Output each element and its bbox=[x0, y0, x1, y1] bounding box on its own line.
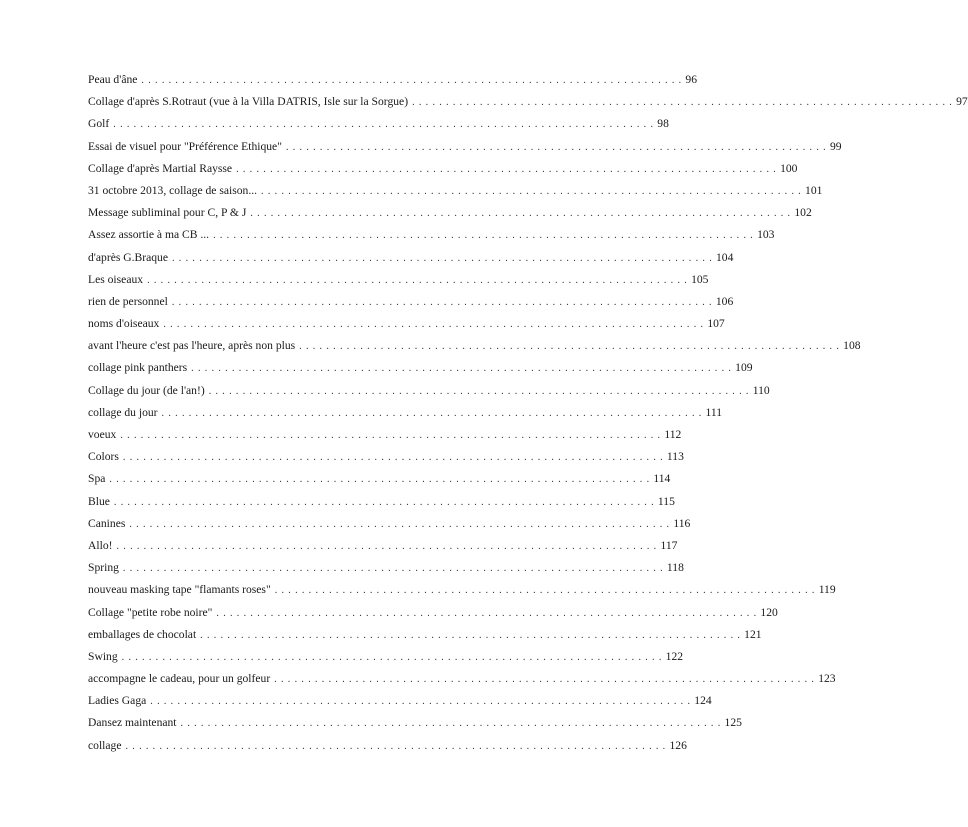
dot-leader: ................................................................................ bbox=[191, 363, 736, 375]
toc-entry-title: Dansez maintenant bbox=[88, 716, 177, 730]
dot-leader: ................................................................................ bbox=[172, 252, 716, 264]
toc-entry-title: Golf bbox=[88, 117, 110, 131]
toc-entry-page-number: 111 bbox=[705, 405, 723, 419]
toc-entry-title: Spring bbox=[88, 561, 119, 575]
toc-entry[interactable] bbox=[88, 291, 734, 313]
toc-entry-title: Collage "petite robe noire" bbox=[88, 605, 213, 619]
toc-entry[interactable] bbox=[88, 668, 836, 690]
dot-leader: ................................................................................ bbox=[213, 230, 758, 242]
toc-entry-title: Collage d'après Martial Raysse bbox=[88, 161, 233, 175]
toc-entry[interactable] bbox=[88, 579, 836, 601]
toc-entry[interactable] bbox=[88, 491, 675, 513]
toc-entry-page-number: 122 bbox=[665, 649, 684, 663]
dot-leader: ................................................................................ bbox=[116, 540, 661, 552]
table-of-contents bbox=[88, 69, 968, 757]
toc-entry[interactable] bbox=[88, 380, 770, 402]
toc-entry-page-number: 125 bbox=[724, 716, 742, 730]
toc-entry-title: Peau d'âne bbox=[88, 73, 138, 86]
dot-leader: ................................................................................ bbox=[216, 607, 761, 619]
toc-entry-page-number: 124 bbox=[694, 694, 712, 708]
dot-leader: ................................................................................ bbox=[122, 563, 667, 575]
toc-entry[interactable] bbox=[88, 624, 762, 646]
toc-entry-title: collage pink panthers bbox=[88, 361, 188, 375]
dot-leader: ................................................................................ bbox=[161, 407, 706, 419]
dot-leader: ................................................................................ bbox=[180, 718, 725, 730]
dot-leader: ................................................................................ bbox=[141, 75, 686, 86]
toc-entry-page-number: 97 bbox=[956, 95, 968, 109]
toc-entry[interactable] bbox=[88, 557, 684, 579]
toc-entry[interactable] bbox=[88, 712, 742, 734]
toc-entry-page-number: 105 bbox=[691, 272, 709, 286]
dot-leader: ................................................................................ bbox=[113, 496, 658, 508]
dot-leader: ................................................................................ bbox=[412, 97, 957, 109]
dot-leader: ................................................................................ bbox=[129, 518, 674, 530]
toc-entry[interactable] bbox=[88, 202, 812, 224]
toc-entry-title: avant l'heure c'est pas l'heure, après non plus bbox=[88, 339, 296, 353]
toc-entry[interactable] bbox=[88, 535, 678, 557]
dot-leader: ................................................................................ bbox=[261, 185, 806, 197]
toc-entry-page-number: 114 bbox=[653, 472, 671, 486]
toc-entry-page-number: 106 bbox=[715, 294, 734, 308]
toc-entry-title: Allo! bbox=[88, 538, 113, 552]
toc-entry-title: voeux bbox=[88, 428, 117, 441]
toc-entry-title: Message subliminal pour C, P & J bbox=[88, 206, 247, 220]
toc-entry-page-number: 109 bbox=[735, 361, 753, 375]
toc-entry-page-number: 100 bbox=[780, 161, 798, 175]
toc-entry-page-number: 123 bbox=[818, 672, 836, 686]
toc-entry-title: 31 octobre 2013, collage de saison... bbox=[88, 183, 258, 197]
toc-entry-title: Les oiseaux bbox=[88, 272, 144, 286]
toc-entry[interactable] bbox=[88, 646, 684, 668]
dot-leader: ................................................................................ bbox=[121, 651, 666, 663]
toc-entry[interactable] bbox=[88, 735, 687, 757]
toc-entry[interactable] bbox=[88, 180, 823, 202]
toc-entry-page-number: 116 bbox=[673, 516, 691, 530]
toc-entry-title: collage bbox=[88, 738, 122, 752]
toc-entry-page-number: 103 bbox=[757, 228, 775, 242]
dot-leader: ................................................................................ bbox=[250, 208, 795, 220]
toc-entry-page-number: 118 bbox=[666, 561, 684, 575]
toc-entry-title: rien de personnel bbox=[88, 294, 168, 308]
toc-entry[interactable] bbox=[88, 468, 671, 490]
toc-entry-page-number: 117 bbox=[660, 538, 678, 552]
toc-entry-page-number: 119 bbox=[818, 583, 836, 597]
dot-leader: ................................................................................ bbox=[299, 341, 844, 353]
toc-entry-title: Colors bbox=[88, 450, 119, 464]
toc-entry[interactable] bbox=[88, 513, 691, 535]
toc-entry-title: Collage d'après S.Rotraut (vue à la Villa DATRIS, Isle sur la Sorgue) bbox=[88, 95, 409, 109]
toc-entry-page-number: 108 bbox=[843, 339, 861, 353]
toc-entry[interactable] bbox=[88, 602, 778, 624]
toc-entry-page-number: 120 bbox=[760, 605, 778, 619]
dot-leader: ................................................................................ bbox=[120, 430, 665, 441]
toc-entry-title: Canines bbox=[88, 516, 126, 530]
toc-entry-page-number: 101 bbox=[805, 183, 823, 197]
toc-entry-title: Spa bbox=[88, 472, 106, 486]
toc-entry[interactable] bbox=[88, 91, 968, 113]
toc-entry-page-number: 121 bbox=[744, 627, 762, 641]
toc-entry-title: Ladies Gaga bbox=[88, 694, 147, 708]
toc-entry-title: emballages de chocolat bbox=[88, 627, 197, 641]
dot-leader: ................................................................................ bbox=[122, 452, 667, 464]
toc-entry[interactable] bbox=[88, 224, 775, 246]
dot-leader: ................................................................................ bbox=[125, 740, 670, 752]
toc-entry-page-number: 104 bbox=[716, 250, 734, 264]
toc-entry-title: Assez assortie à ma CB ... bbox=[88, 228, 210, 242]
dot-leader: ................................................................................ bbox=[274, 674, 819, 686]
toc-entry-title: Swing bbox=[88, 649, 118, 663]
toc-entry-page-number: 102 bbox=[794, 206, 812, 220]
toc-entry[interactable] bbox=[88, 424, 682, 446]
toc-entry[interactable] bbox=[88, 269, 709, 291]
toc-entry[interactable] bbox=[88, 313, 725, 335]
toc-entry-page-number: 96 bbox=[685, 73, 698, 86]
toc-entry-title: Collage du jour (de l'an!) bbox=[88, 383, 205, 397]
toc-entry-title: Blue bbox=[88, 494, 110, 508]
toc-entry-page-number: 112 bbox=[664, 428, 682, 441]
toc-entry[interactable] bbox=[88, 136, 842, 158]
toc-entry-page-number: 126 bbox=[669, 738, 687, 752]
dot-leader: ................................................................................ bbox=[274, 585, 819, 597]
toc-entry-page-number: 113 bbox=[666, 450, 684, 464]
dot-leader: ................................................................................ bbox=[147, 274, 692, 286]
toc-entry-title: collage du jour bbox=[88, 405, 158, 419]
toc-entry-title: accompagne le cadeau, pour un golfeur bbox=[88, 672, 271, 686]
dot-leader: ................................................................................ bbox=[285, 141, 830, 153]
toc-entry[interactable] bbox=[88, 69, 698, 91]
toc-entry[interactable] bbox=[88, 446, 684, 468]
toc-entry-title: Essai de visuel pour "Préférence Ethique" bbox=[88, 139, 282, 153]
toc-entry-title: nouveau masking tape "flamants roses" bbox=[88, 583, 271, 597]
dot-leader: ................................................................................ bbox=[200, 629, 745, 641]
toc-entry[interactable] bbox=[88, 158, 798, 180]
toc-entry-title: noms d'oiseaux bbox=[88, 317, 160, 331]
toc-entry-page-number: 107 bbox=[707, 317, 725, 331]
dot-leader: ................................................................................ bbox=[150, 696, 695, 708]
dot-leader: ................................................................................ bbox=[163, 319, 708, 331]
toc-entry[interactable] bbox=[88, 335, 861, 357]
dot-leader: ................................................................................ bbox=[171, 296, 716, 308]
toc-entry[interactable] bbox=[88, 113, 669, 135]
toc-entry[interactable] bbox=[88, 402, 723, 424]
dot-leader: ................................................................................ bbox=[236, 163, 781, 175]
toc-entry-page-number: 99 bbox=[829, 139, 842, 153]
toc-entry[interactable] bbox=[88, 690, 712, 712]
dot-leader: ................................................................................ bbox=[208, 385, 753, 397]
toc-entry-page-number: 115 bbox=[657, 494, 675, 508]
toc-entry-title: d'après G.Braque bbox=[88, 250, 168, 264]
toc-entry-page-number: 110 bbox=[752, 383, 770, 397]
toc-entry[interactable] bbox=[88, 247, 734, 269]
toc-entry[interactable] bbox=[88, 357, 753, 379]
dot-leader: ................................................................................ bbox=[109, 474, 654, 486]
dot-leader: ................................................................................ bbox=[113, 119, 658, 131]
toc-entry-page-number: 98 bbox=[657, 117, 669, 131]
